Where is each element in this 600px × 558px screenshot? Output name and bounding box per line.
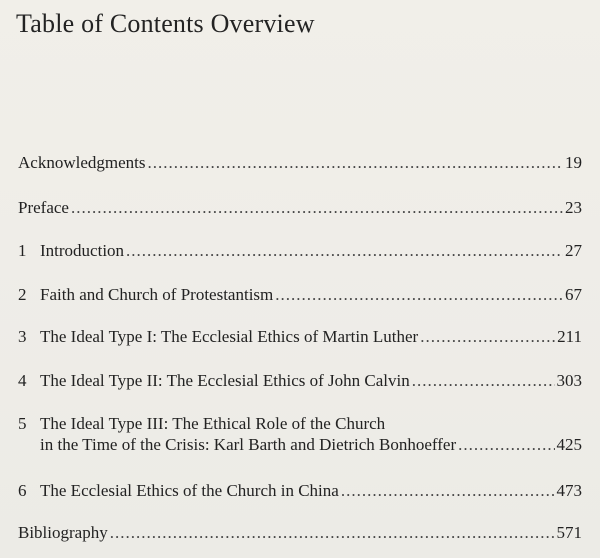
chapter-number: 2	[18, 285, 27, 304]
toc-entry-chapter-5	[18, 413, 582, 455]
toc-entry-chapter-6	[18, 480, 582, 501]
dot-leader	[147, 152, 563, 173]
toc-entry-acknowledgments	[18, 152, 582, 173]
toc-entry-title: Preface	[18, 198, 69, 217]
toc-entry-page: 27	[565, 241, 582, 260]
toc-entry-page: 211	[557, 327, 582, 346]
toc-entry-title: Bibliography	[18, 523, 108, 542]
dot-leader	[420, 326, 555, 347]
toc-entry-page: 571	[556, 523, 582, 542]
dot-leader	[458, 434, 554, 455]
toc-entry-page: 19	[565, 153, 582, 172]
toc-entry-title: Faith and Church of Protestantism	[40, 285, 274, 304]
dot-leader	[126, 240, 563, 261]
page-title: Table of Contents Overview	[16, 9, 315, 38]
toc-entry-chapter-3	[18, 326, 582, 347]
toc-entry-title: Introduction	[40, 241, 125, 260]
toc-entry-title: The Ideal Type I: The Ecclesial Ethics of Martin Luther	[40, 327, 419, 346]
toc-entry-preface	[18, 197, 582, 218]
toc-entry-page: 473	[556, 481, 582, 500]
toc-entry-page: 303	[556, 371, 582, 390]
dot-leader	[110, 522, 555, 543]
dot-leader	[275, 284, 563, 305]
toc-entry-page: 425	[556, 435, 582, 454]
chapter-number: 4	[18, 371, 27, 390]
toc-entry-title: The Ideal Type II: The Ecclesial Ethics of John Calvin	[40, 371, 410, 390]
chapter-number: 1	[18, 241, 27, 260]
dot-leader	[71, 197, 563, 218]
toc-entry-chapter-4	[18, 370, 582, 391]
dot-leader	[412, 370, 555, 391]
toc-entry-bibliography	[18, 522, 582, 543]
toc-list	[18, 0, 582, 558]
toc-entry-title: The Ecclesial Ethics of the Church in China	[40, 481, 339, 500]
chapter-number: 5	[18, 414, 27, 433]
chapter-number: 6	[18, 481, 27, 500]
toc-entry-page: 67	[565, 285, 582, 304]
toc-entry-page: 23	[565, 198, 582, 217]
toc-entry-chapter-2	[18, 284, 582, 305]
dot-leader	[341, 480, 555, 501]
toc-entry-title: Acknowledgments	[18, 153, 146, 172]
toc-entry-chapter-1	[18, 240, 582, 261]
toc-entry-title-line-2: in the Time of the Crisis: Karl Barth and Dietrich Bonhoeffer	[40, 435, 457, 454]
chapter-number: 3	[18, 327, 27, 346]
toc-entry-title-line-1: The Ideal Type III: The Ethical Role of the Church	[40, 414, 386, 433]
